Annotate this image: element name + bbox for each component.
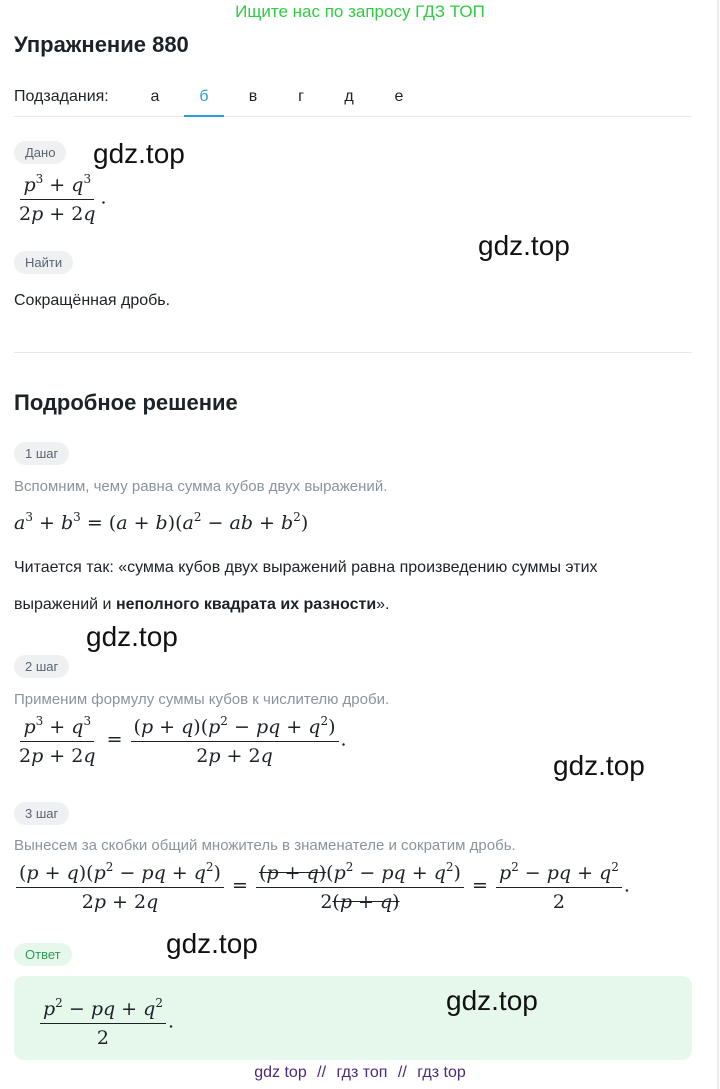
search-banner: Ищите нас по запросу ГДЗ ТОП [235,2,485,21]
given-chip: Дано [14,141,66,164]
footer-links [0,1064,720,1082]
tab-g[interactable]: г [298,88,304,105]
subtasks-tabs [14,86,692,117]
footer-separator: // [317,1064,327,1081]
given-expression: $\frac{p^3 + q^3}{2p + 2q}$ . [19,172,107,225]
watermark: gdz.top [478,230,570,261]
scrollbar[interactable] [717,0,719,1089]
watermark: gdz.top [86,621,178,652]
footer-link[interactable]: гдз топ [336,1064,388,1081]
step-1-hint: Вспомним, чему равна сумма кубов двух выражений. [14,478,388,495]
step-1-chip: 1 шаг [14,442,69,465]
footer-separator: // [397,1064,407,1081]
step-3-formula: $\frac{(p + q)(p^2 - pq + q^2)}{2p + 2q}$ = $\frac{(p + q)(p^2 - pq + q^2)}{2(p + q)}$ = $\frac{p^2 - pq + q^2}{2}$ . [14,860,630,913]
watermark: gdz.top [166,928,258,959]
divider [14,352,692,353]
find-text: Сокращённая дробь. [14,292,171,309]
page-title: Упражнение 880 [14,32,189,57]
footer-link[interactable]: гдз top [417,1064,466,1081]
answer-chip: Ответ [14,943,72,966]
tab-a[interactable]: а [150,88,160,105]
watermark: gdz.top [93,138,185,169]
answer-formula: $\frac{p^2 - pq + q^2}{2}$ . [38,996,174,1049]
tab-b[interactable]: б [184,88,224,117]
subtasks-label: Подзадания: [14,88,109,105]
watermark: gdz.top [553,750,645,781]
find-chip: Найти [14,251,73,274]
footer-link[interactable]: gdz top [254,1064,307,1081]
tab-d[interactable]: д [344,88,354,105]
step-2-chip: 2 шаг [14,655,69,678]
step-3-hint: Вынесем за скобки общий множитель в знаменателе и сократим дробь. [14,837,516,854]
step-1-reading-line-1: Читается так: «сумма кубов двух выражений равна произведению суммы этих [14,559,598,576]
step-1-formula: $a^3 + b^3 = (a + b)(a^2$ − ab + $b^2$) [14,510,309,534]
watermark: gdz.top [446,985,538,1016]
solution-title: Подробное решение [14,390,238,415]
step-2-formula: $\frac{p^3 + q^3}{2p + 2q}$ = $\frac{(p + q)(p^2 - pq + q^2)}{2p + 2q}$ . [19,714,347,767]
step-3-chip: 3 шаг [14,802,69,825]
tab-v[interactable]: в [248,88,258,105]
tab-e[interactable]: е [394,88,404,105]
step-2-hint: Применим формулу суммы кубов к числителю дроби. [14,691,390,708]
step-1-reading-line-2: выражений и неполного квадрата их разности». [14,596,390,613]
